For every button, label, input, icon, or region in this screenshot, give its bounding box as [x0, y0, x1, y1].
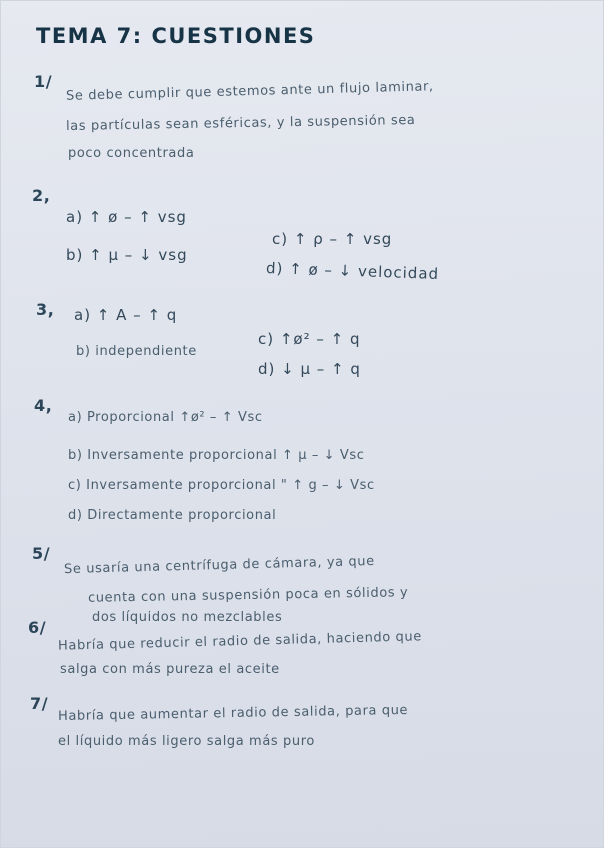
- q1-line-3: poco concentrada: [68, 146, 195, 161]
- q1-line-1: Se debe cumplir que estemos ante un flujo laminar,: [65, 79, 434, 104]
- q3-number: 3,: [36, 300, 55, 319]
- q1-number: 1/: [34, 72, 53, 91]
- q3-item-a: a) ↑ A – ↑ q: [74, 306, 178, 324]
- q6-number: 6/: [28, 618, 47, 637]
- q4-item-b: b) Inversamente proporcional ↑ μ – ↓ Vsc: [68, 448, 365, 463]
- q5-line-3: dos líquidos no mezclables: [92, 610, 283, 625]
- q6-line-2: salga con más pureza el aceite: [60, 662, 280, 677]
- q4-number: 4,: [34, 396, 53, 415]
- q2-item-d: d) ↑ ø – ↓ velocidad: [265, 258, 440, 284]
- q2-number: 2,: [32, 186, 51, 205]
- q2-item-b: b) ↑ μ – ↓ vsg: [66, 246, 188, 264]
- q1-line-2: las partículas sean esféricas, y la suspensión sea: [65, 112, 416, 135]
- q2-item-a: a) ↑ ø – ↑ vsg: [66, 208, 187, 226]
- page-title: TEMA 7: CUESTIONES: [36, 24, 316, 48]
- q7-line-1: Habría que aumentar el radio de salida, para que: [57, 702, 409, 725]
- q7-number: 7/: [30, 694, 49, 713]
- q3-item-d: d) ↓ μ – ↑ q: [258, 360, 361, 378]
- q4-item-d: d) Directamente proporcional: [68, 508, 277, 523]
- q2-item-c: c) ↑ ρ – ↑ vsg: [272, 230, 393, 248]
- q3-item-b: b) independiente: [76, 344, 197, 359]
- q5-line-2: cuenta con una suspensión poca en sólidos y: [87, 585, 409, 606]
- q7-line-2: el líquido más ligero salga más puro: [58, 734, 315, 749]
- q4-item-c: c) Inversamente proporcional " ↑ g – ↓ Vsc: [68, 478, 375, 493]
- q6-line-1: Habría que reducir el radio de salida, haciendo que: [57, 629, 423, 654]
- q5-number: 5/: [32, 544, 51, 563]
- q5-line-1: Se usaría una centrífuga de cámara, ya que: [63, 553, 375, 578]
- q4-item-a: a) Proporcional ↑ø² – ↑ Vsc: [68, 410, 263, 425]
- q3-item-c: c) ↑ø² – ↑ q: [258, 330, 361, 348]
